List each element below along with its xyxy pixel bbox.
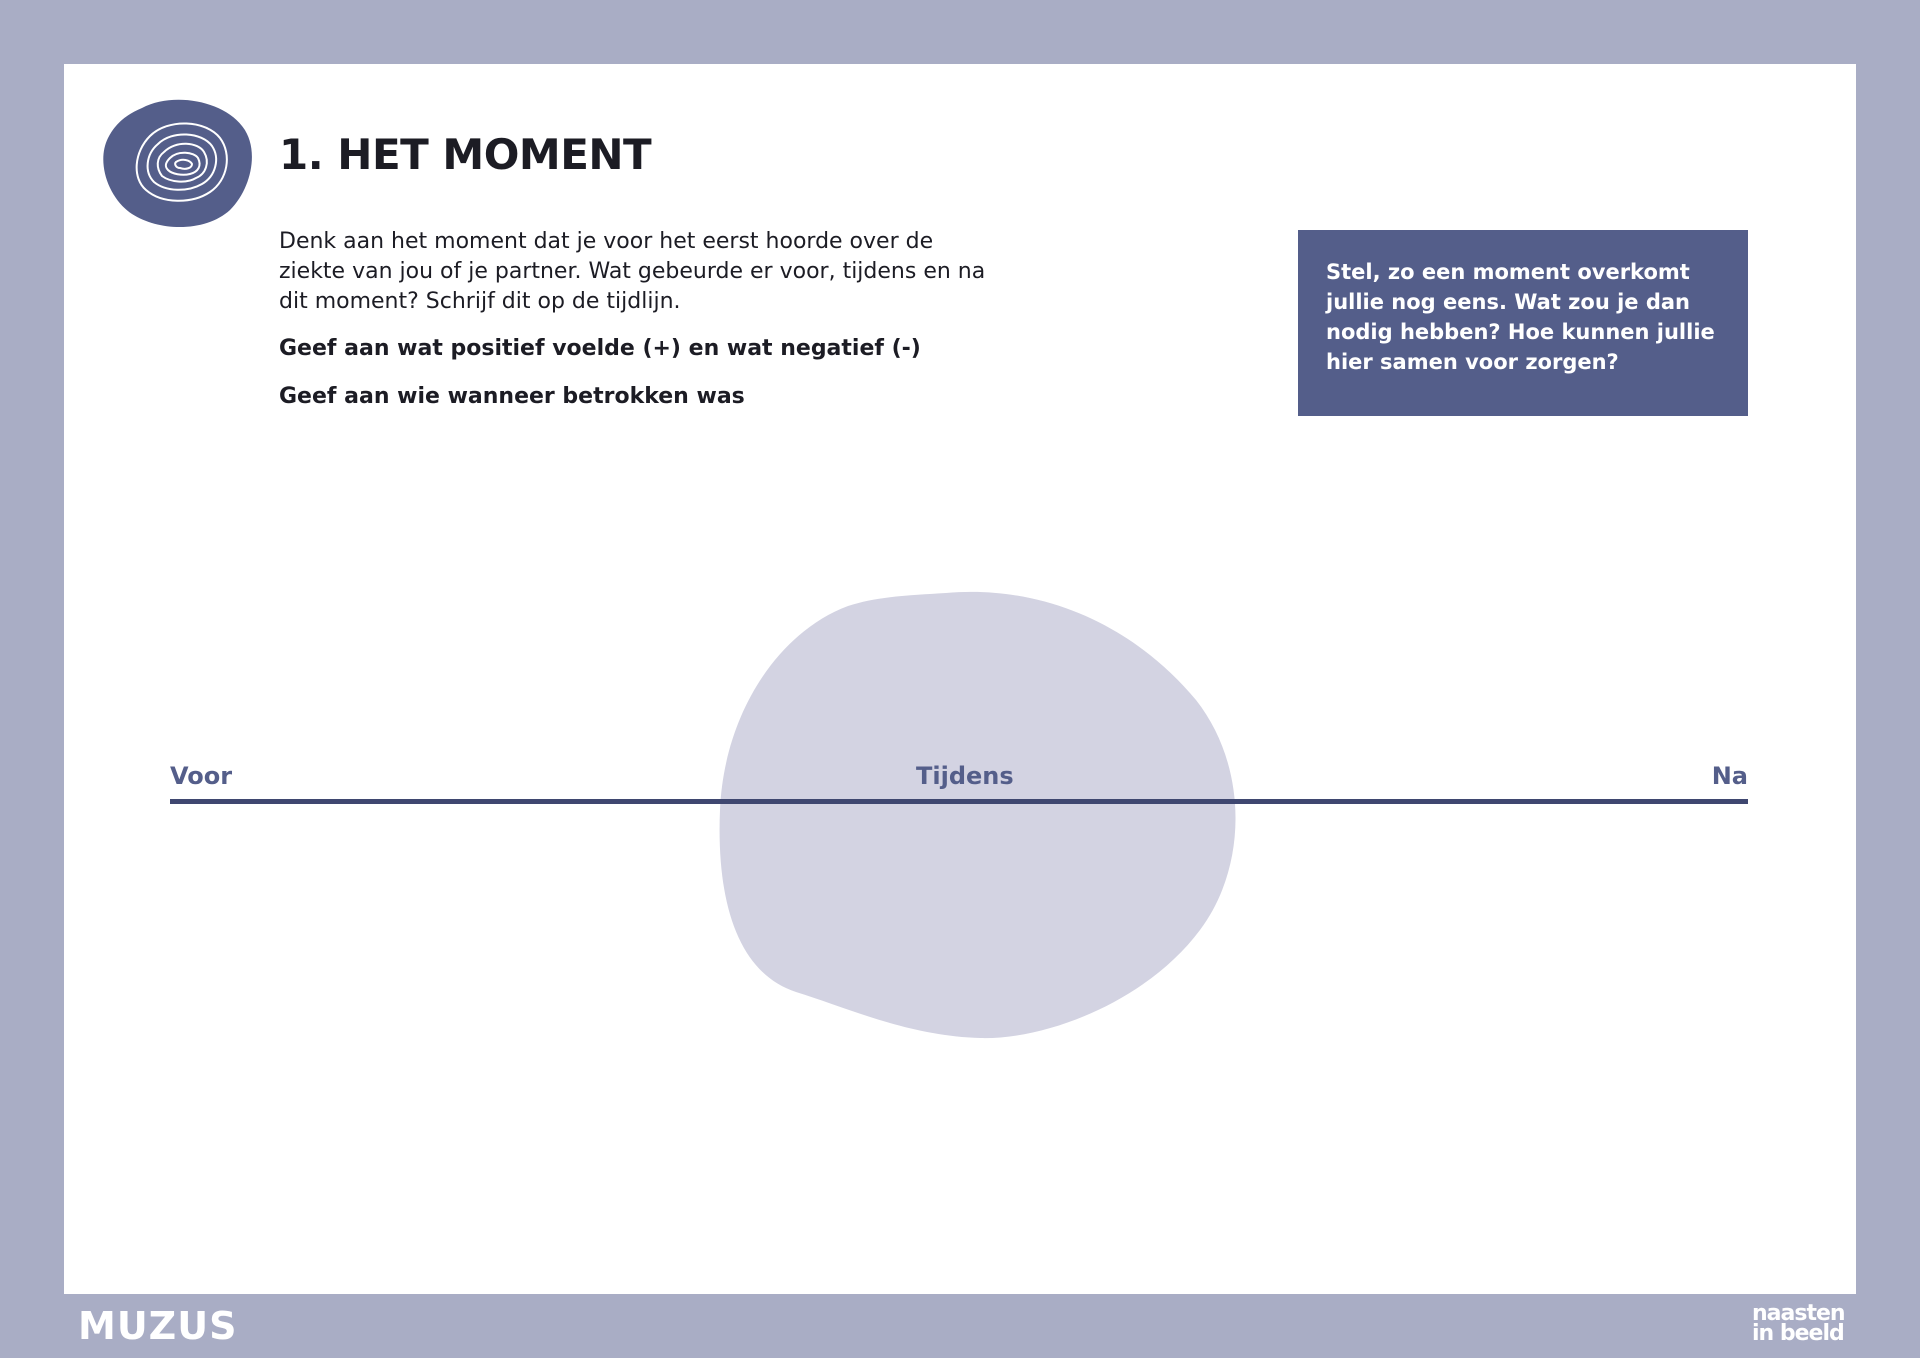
page-title: 1. HET MOMENT — [279, 130, 652, 179]
instruction-people: Geef aan wie wanneer betrokken was — [279, 384, 745, 409]
timeline-label-na: Na — [1711, 762, 1748, 790]
contour-lines-icon — [102, 96, 254, 230]
timeline-label-tijdens: Tijdens — [916, 762, 1014, 790]
instruction-feelings: Geef aan wat positief voelde (+) en wat negatief (-) — [279, 336, 921, 361]
reflection-callout-box — [1298, 230, 1748, 416]
timeline-line — [170, 799, 1748, 804]
worksheet-page — [64, 64, 1856, 1294]
naasten-logo-line-1: naasten — [1752, 1301, 1845, 1326]
reflection-callout-text: Stel, zo een moment overkomt jullie nog eens. Wat zou je dan nodig hebben? Hoe kunnen jullie hier samen voor zorgen? — [1326, 260, 1715, 374]
naasten-in-beeld-logo — [1752, 1301, 1845, 1346]
timeline-label-voor: Voor — [170, 762, 233, 790]
intro-text: Denk aan het moment dat je voor het eerst hoorde over de ziekte van jou of je partner. Wat gebeurde er voor, tijdens en na dit moment? Schrijf dit op de tijdlijn. — [279, 229, 986, 314]
moment-blob-shape — [718, 590, 1240, 1040]
naasten-logo-line-2: in beeld — [1752, 1321, 1844, 1346]
muzus-logo: MUZUS — [78, 1304, 238, 1348]
